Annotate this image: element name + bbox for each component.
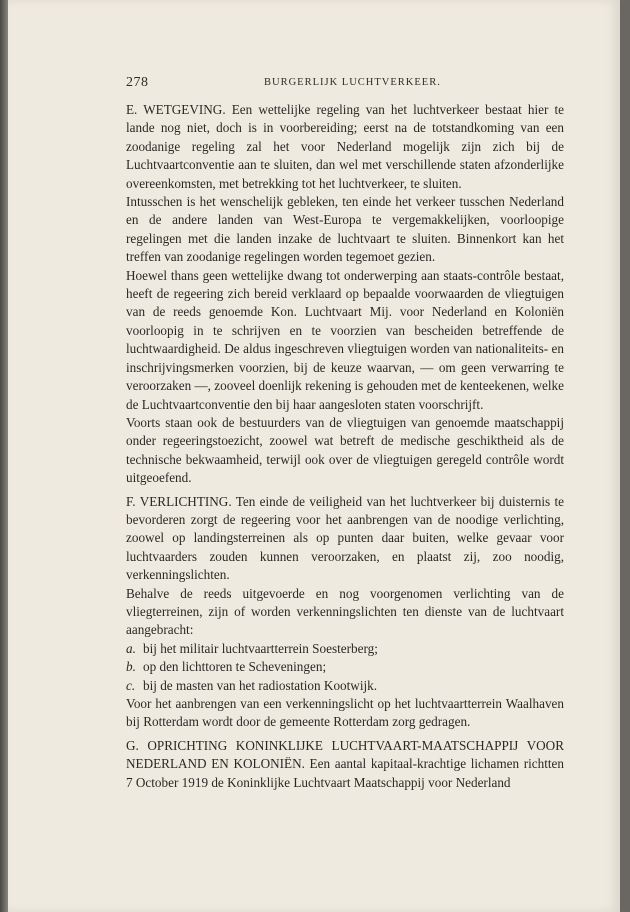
book-binding-edge (0, 0, 8, 912)
section-f-paragraph-2: Behalve de reeds uitgevoerde en nog voorgenomen verlichting van de vliegterreinen, zijn of worden verkenningslichten ten dienste van de luchtvaart aangebracht: (126, 585, 564, 638)
page-number: 278 (126, 75, 149, 90)
list-item-text: bij de masten van het radiostation Kootwijk. (143, 677, 378, 693)
list-item (126, 640, 564, 658)
section-e-paragraph-1: E. WETGEVING. Een wettelijke regeling van het luchtverkeer bestaat hier te lande nog niet, doch is in voorbereiding; eerst na de totstandkoming van een zoodanige regeling zal het voor Nederland mogelijk zijn zich bij de Luchtvaartconventie aan te sluiten, dan wel met verschillende staten afzonderlijke overeenkomsten, met betrekking tot het luchtverkeer, te sluiten. (126, 102, 564, 191)
section-e-paragraph-3: Hoewel thans geen wettelijke dwang tot onderwerping aan staats-contrôle bestaat, heeft de regeering zich bereid verklaard op bepaalde voorwaarden de vliegtuigen van de reeds genoemde Kon. Luchtvaart Mij. voor Nederland en Koloniën voorloopig in te schrijven en te voorzien van bescheiden betreffende de luchtwaardigheid. De aldus ingeschreven vliegtuigen worden van nationaliteits- en inschrijvingsmerken voorzien, bij de keuze waarvan, — om geen verwarring te veroorzaken —, zooveel doenlijk rekening is gehouden met de kenteekenen, welke de Luchtvaartconventie den bij haar aangesloten staten voorschrijft. (126, 267, 564, 412)
list-item (126, 677, 564, 695)
section-e-paragraph-2: Intusschen is het wenschelijk gebleken, ten einde het verkeer tusschen Nederland en de andere landen van West-Europa te vergemakkelijken, voorloopige regelingen met die landen inzake de luchtvaart te sluiten. Binnenkort kan het treffen van zoodanige regelingen worden tegemoet gezien. (126, 194, 564, 265)
list-item-label: a. (126, 640, 136, 656)
section-e-paragraph-4: Voorts staan ook de bestuurders van de vliegtuigen van genoemde maatschappij onder regeeringstoezicht, zoowel wat betreft de medische geschiktheid als de technische bekwaamheid, terwijl ook over de vliegtuigen geregeld contrôle wordt uitgeoefend. (126, 414, 564, 486)
section-f-paragraph-1: F. VERLICHTING. Ten einde de veiligheid van het luchtverkeer bij duisternis te bevorderen zorgt de regeering voor het aanbrengen van de noodige verlichting, zoowel op landingsterreinen als op punten daar buiten, welke gevaar voor luchtvaarders zouden kunnen veroorzaken, en plaatst zij, zoo noodig, verkenningslichten. (126, 493, 564, 583)
list-item-text: bij het militair luchtvaartterrein Soesterberg; (143, 640, 378, 656)
list-item (126, 658, 564, 676)
section-g-paragraph-1: G. OPRICHTING KONINKLIJKE LUCHTVAART-MAATSCHAPPIJ VOOR NEDERLAND EN KOLONIËN. Een aantal kapitaal-krachtige lichamen richtten 7 October 1919 de Koninklijke Luchtvaart Maatschappij voor Nederland (126, 737, 564, 790)
section-f-paragraph-3: Voor het aanbrengen van een verkenningslicht op het luchtvaartterrein Waalhaven bij Rotterdam wordt door de gemeente Rotterdam zorg gedragen. (126, 696, 564, 730)
list-item-text: op den lichttoren te Scheveningen; (143, 659, 327, 675)
list-item-label: c. (126, 677, 136, 693)
list-item-label: b. (126, 659, 136, 675)
running-title: BURGERLIJK LUCHTVERKEER. (264, 77, 441, 88)
page-body (126, 101, 564, 792)
